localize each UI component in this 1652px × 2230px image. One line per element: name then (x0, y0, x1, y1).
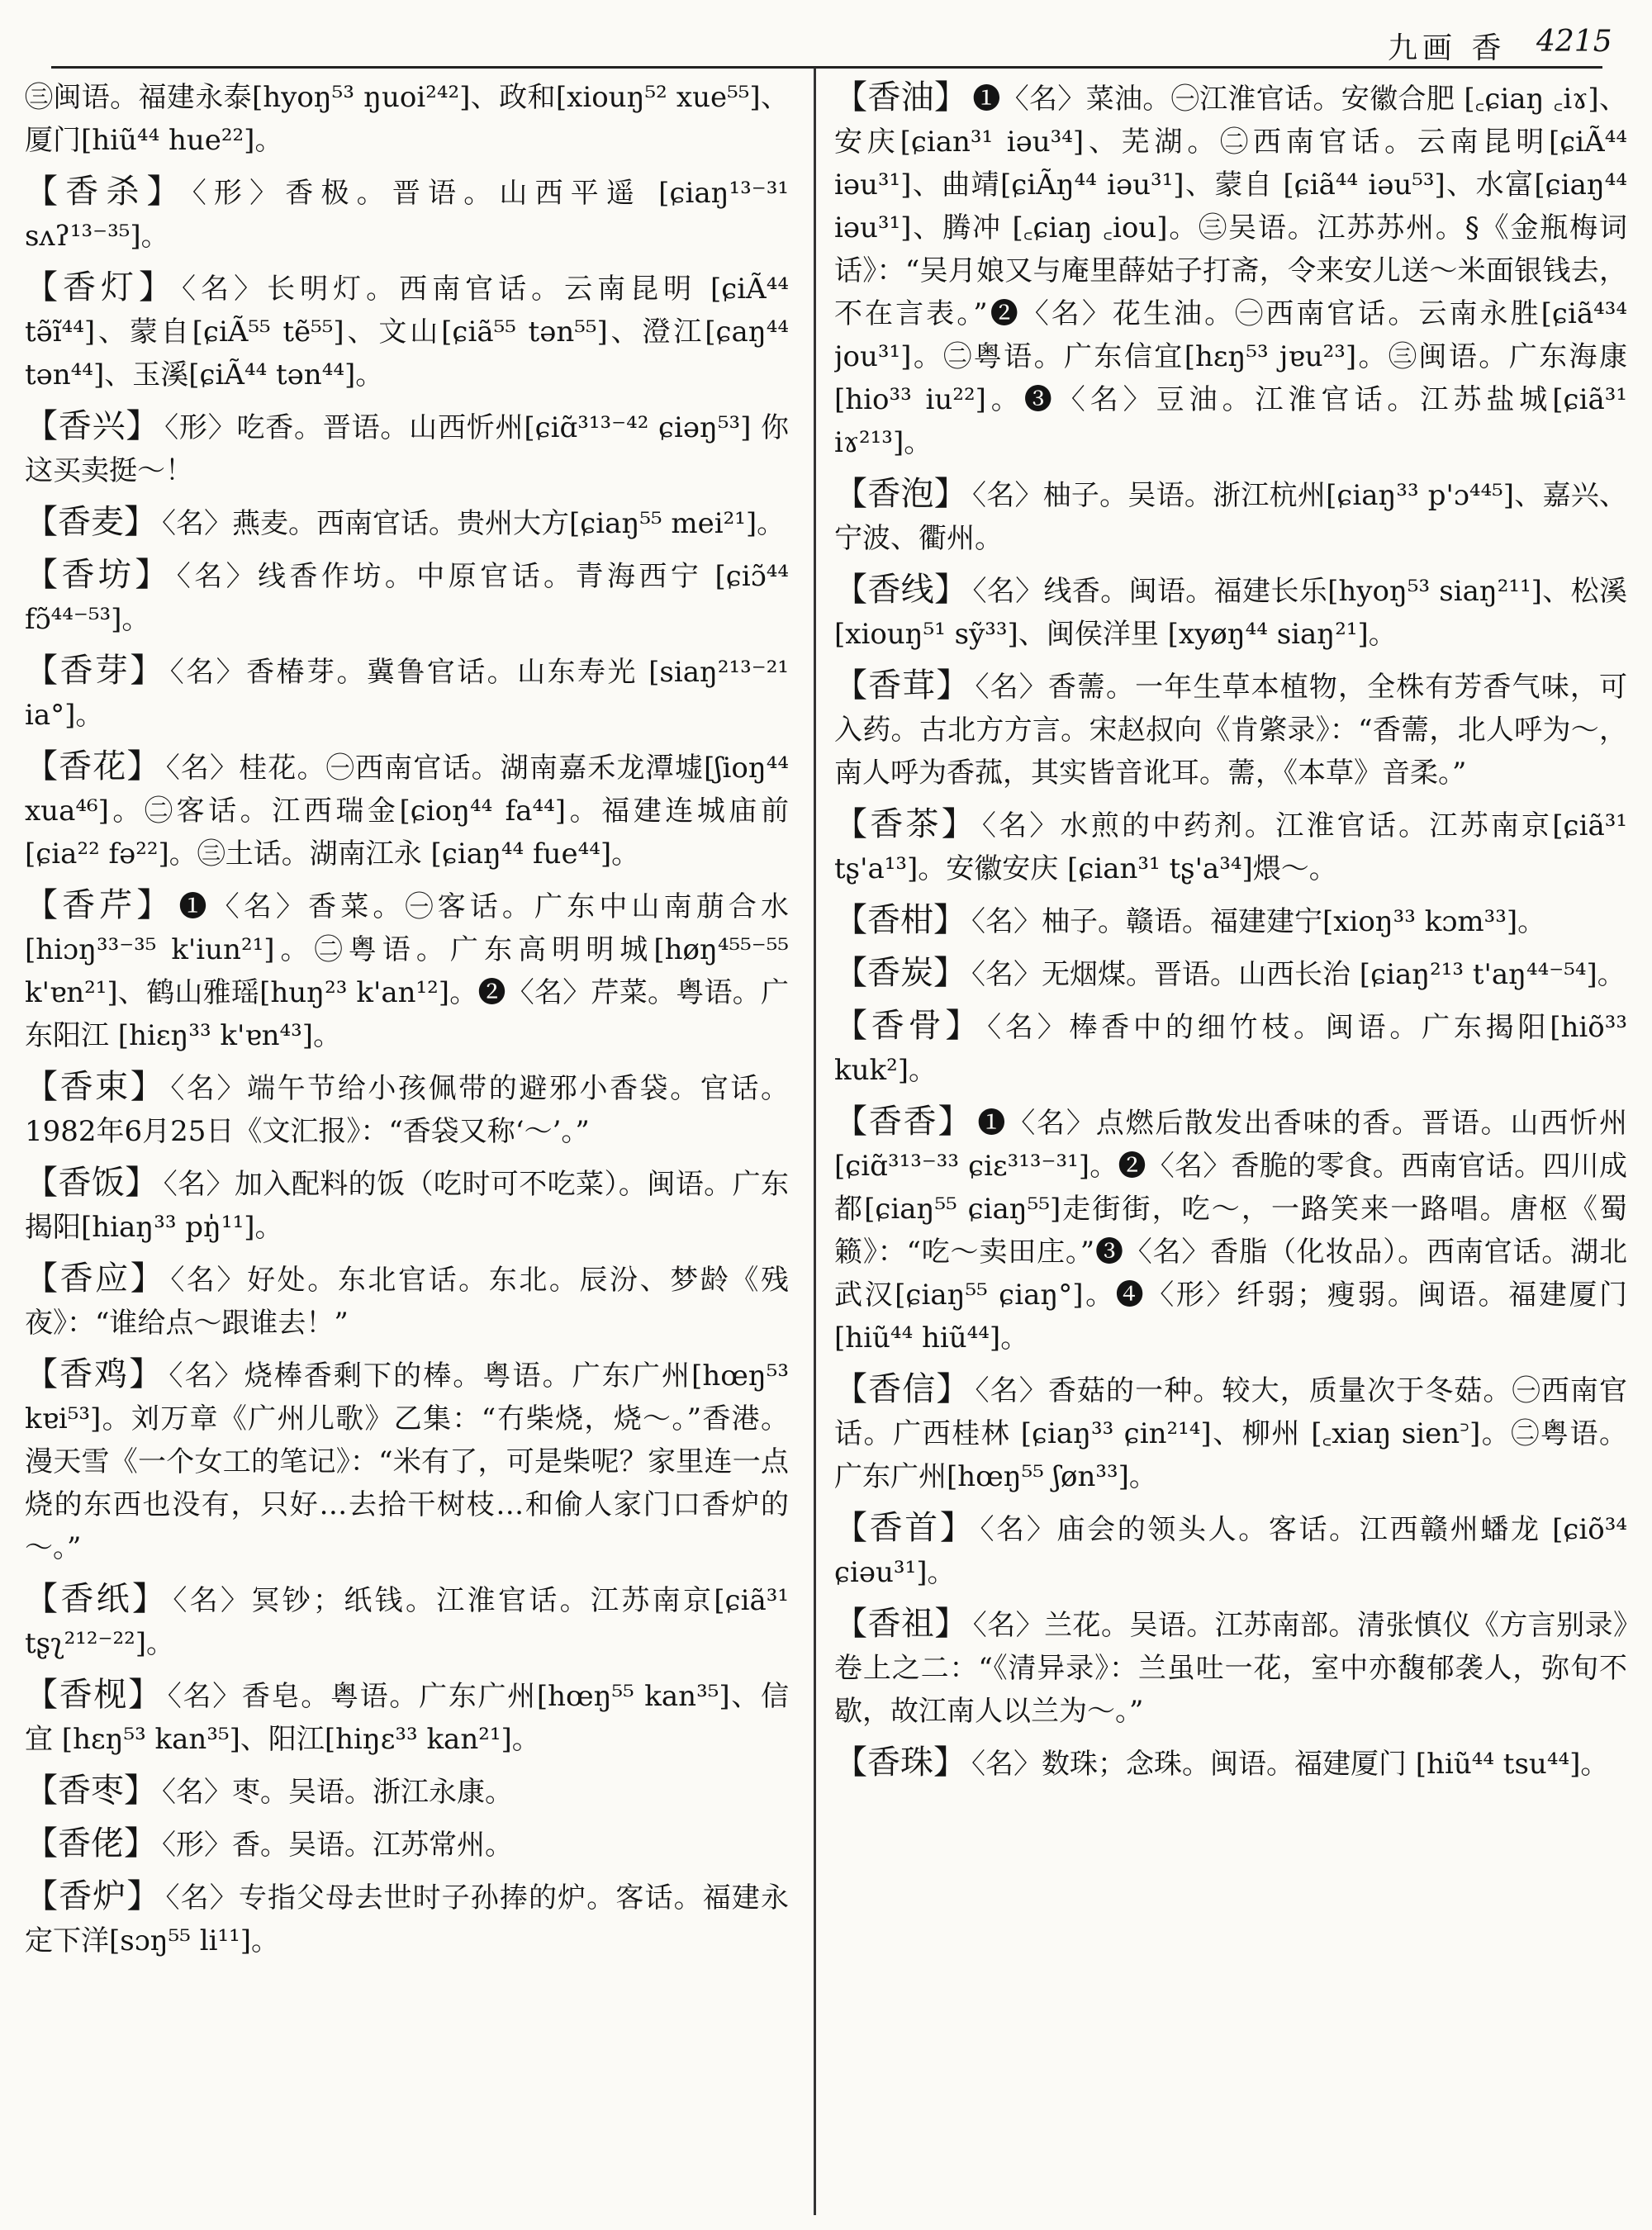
entry-definition: 〈名〉香薷。一年生草本植物，全株有芳香气味，可入药。古北方方言。宋赵叔向《肯綮录》：“香薷，北人呼为～，南人呼为香菰，其实皆音讹耳。薷，《本草》音柔。” (834, 671, 1627, 790)
dictionary-entry (834, 1602, 1627, 1733)
page-header (50, 15, 1612, 68)
entry-headword: 【香应】 (25, 1260, 166, 1298)
entry-definition: ❶〈名〉香菜。㊀客话。广东中山南萠合水 [hiɔŋ³³⁻³⁵ k'iun²¹]。㊁粤语。广东高明明城[høŋ⁴⁵⁵⁻⁵⁵ k'ɐn²¹]、鹤山雅瑶[huŋ²³ k'an¹²]。❷〈名〉芹菜。粤语。广东阳江 [hiɛŋ³³ k'ɐn⁴³]。 (25, 890, 789, 1052)
entry-definition: 〈名〉专指父母去世时子孙捧的炉。客话。福建永定下洋[sɔŋ⁵⁵ li¹¹]。 (25, 1881, 789, 1957)
entry-headword: 【香饭】 (25, 1164, 159, 1202)
entry-headword: 【香油】 (834, 78, 968, 116)
entry-definition: 〈名〉水煎的中药剂。江淮官话。江苏南京[ɕiã³¹ tʂ'a¹³]。安徽安庆 [ɕian³¹ tʂ'a³⁴]煨～。 (834, 809, 1627, 885)
dictionary-entry (25, 1875, 789, 1962)
dictionary-entry (834, 1368, 1627, 1498)
entry-headword: 【香线】 (834, 571, 968, 609)
dictionary-entry (834, 803, 1627, 890)
entry-definition: 〈名〉加入配料的饭（吃时可不吃菜）。闽语。广东揭阳[hiaŋ³³ pŋ̍¹¹]。 (25, 1168, 789, 1244)
dictionary-entry (25, 1353, 789, 1569)
entry-definition: 〈名〉香皂。粤语。广东广州[hœŋ⁵⁵ kan³⁵]、信宜 [hɛŋ⁵³ kan³⁵]、阳江[hiŋɛ³³ kan²¹]。 (25, 1680, 789, 1756)
dictionary-entry (25, 170, 789, 258)
dictionary-entry (834, 899, 1627, 943)
entry-definition: ❶〈名〉点燃后散发出香味的香。晋语。山西忻州[ɕiɑ̃³¹³⁻³³ ɕiɛ³¹³⁻³¹]。❷〈名〉香脆的零食。西南官话。四川成都[ɕiaŋ⁵⁵ ɕiaŋ⁵⁵]走街街，吃～，一路笑来一路唱。唐枢《蜀籁》：“吃～卖田庄。”❸〈名〉香脂（化妆品）。西南官话。湖北武汉[ɕiaŋ⁵⁵ ɕiaŋ°]。❹〈形〉纤弱；瘦弱。闽语。福建厦门 [hiũ⁴⁴ hiũ⁴⁴]。 (834, 1107, 1627, 1355)
entry-definition: 〈形〉香极。晋语。山西平遥 [ɕiaŋ¹³⁻³¹ sʌʔ¹³⁻³⁵]。 (25, 177, 789, 253)
dictionary-entry (834, 951, 1627, 996)
entry-definition: 〈名〉数珠；念珠。闽语。福建厦门 [hiũ⁴⁴ tsu⁴⁴]。 (971, 1748, 1609, 1781)
dictionary-entry (834, 1100, 1627, 1359)
entry-headword: 【香柑】 (834, 901, 966, 939)
dictionary-entry (834, 1004, 1627, 1092)
right-column (834, 76, 1627, 2215)
entry-headword: 【香麦】 (25, 503, 157, 541)
dictionary-entry (25, 1578, 789, 1665)
entry-headword: 【香珠】 (834, 1744, 966, 1782)
entry-definition: 〈名〉桂花。㊀西南官话。湖南嘉禾龙潭墟[ʃioŋ⁴⁴ xua⁴⁶]。㊁客话。江西瑞金[ɕioŋ⁴⁴ fa⁴⁴]。福建连城庙前 [ɕia²² fə²²]。㊂土话。湖南江永 [ɕiaŋ⁴⁴ fue⁴⁴]。 (25, 752, 789, 871)
entry-headword: 【香骨】 (834, 1007, 983, 1045)
dictionary-entry (25, 1161, 789, 1249)
entry-definition: 〈名〉无烟煤。晋语。山西长治 [ɕiaŋ²¹³ t'aŋ⁴⁴⁻⁵⁴]。 (971, 958, 1626, 991)
dictionary-entry (25, 405, 789, 492)
entry-headword: 【香芹】 (25, 886, 174, 924)
entry-definition: 〈名〉线香。闽语。福建长乐[hyoŋ⁵³ siaŋ²¹¹]、松溪[xiouŋ⁵¹ sỹ³³]、闽侯洋里 [xyøŋ⁴⁴ siaŋ²¹]。 (834, 575, 1627, 651)
entry-definition: 〈形〉吃香。晋语。山西忻州[ɕiɑ̃³¹³⁻⁴² ɕiəŋ⁵³] 你这买卖挺～！ (25, 411, 789, 487)
entry-headword: 【香束】 (25, 1068, 166, 1106)
entry-headword: 【香纸】 (25, 1580, 169, 1618)
entry-definition: ㊂闽语。福建永泰[hyoŋ⁵³ ŋuoi²⁴²]、政和[xiouŋ⁵² xue⁵⁵]、厦门[hiũ⁴⁴ hue²²]。 (25, 81, 789, 157)
dictionary-entry (834, 76, 1627, 464)
entry-headword: 【香首】 (834, 1509, 976, 1547)
entry-definition: 〈名〉枣。吴语。浙江永康。 (162, 1776, 513, 1809)
entry-definition: 〈名〉柚子。吴语。浙江杭州[ɕiaŋ³³ p'ɔ⁴⁴⁵]、嘉兴、宁波、衢州。 (834, 479, 1627, 555)
dictionary-entry (25, 1822, 789, 1867)
entry-definition: 〈形〉香。吴语。江苏常州。 (162, 1829, 513, 1862)
entry-headword: 【香鸡】 (25, 1355, 164, 1393)
entry-definition: 〈名〉冥钞；纸钱。江淮官话。江苏南京[ɕiã³¹ tʂʅ²¹²⁻²²]。 (25, 1584, 789, 1660)
entry-definition: 〈名〉长明灯。西南官话。云南昆明 [ɕiÃ⁴⁴ tə̃ĩ⁴⁴]、蒙自[ɕiÃ⁵⁵ tẽ⁵⁵]、文山[ɕiã⁵⁵ tən⁵⁵]、澄江[ɕaŋ⁴⁴ tən⁴⁴]、玉溪[ɕiÃ⁴⁴ tən⁴⁴]。 (25, 273, 789, 391)
dictionary-entry (834, 472, 1627, 560)
entry-definition: 〈名〉好处。东北官话。东北。辰汾、梦龄《残夜》：“谁给点～跟谁去！” (25, 1264, 789, 1340)
entry-headword: 【香香】 (834, 1103, 973, 1141)
entry-headword: 【香兴】 (25, 407, 160, 445)
dictionary-entry (25, 76, 789, 162)
entry-headword: 【香泡】 (834, 475, 967, 513)
entry-headword: 【香信】 (834, 1370, 971, 1408)
dictionary-entry (25, 1769, 789, 1814)
dictionary-entry (834, 664, 1627, 795)
chapter-label: 九画 香 (1388, 31, 1507, 65)
entry-headword: 【香杀】 (25, 173, 188, 211)
entry-definition: 〈名〉庙会的领头人。客话。江西赣州蟠龙 [ɕiõ³⁴ ɕiəu³¹]。 (834, 1513, 1627, 1589)
entry-definition: 〈名〉线香作坊。中原官话。青海西宁 [ɕiɔ̃⁴⁴ fɔ̃⁴⁴⁻⁵³]。 (25, 560, 789, 636)
entry-headword: 【香茶】 (834, 805, 977, 843)
entry-headword: 【香枧】 (25, 1676, 163, 1714)
entry-headword: 【香灯】 (25, 268, 178, 306)
column-divider (814, 68, 816, 2215)
entry-headword: 【香炉】 (25, 1877, 161, 1915)
dictionary-entry (25, 1065, 789, 1153)
dictionary-entry (25, 884, 789, 1057)
entry-definition: 〈名〉香菇的一种。较大，质量次于冬菇。㊀西南官话。广西桂林 [ɕiaŋ³³ ɕin²¹⁴]、柳州 [꜀xiaŋ sien꜄]。㊁粤语。广东广州[hœŋ⁵⁵ ʃøn³³]。 (834, 1374, 1627, 1493)
entry-definition: 〈名〉香椿芽。冀鲁官话。山东寿光 [siaŋ²¹³⁻²¹ ia°]。 (25, 656, 789, 732)
entry-headword: 【香炭】 (834, 954, 966, 992)
dictionary-entry (25, 1257, 789, 1345)
entry-headword: 【香茸】 (834, 667, 971, 705)
entry-headword: 【香花】 (25, 747, 161, 785)
entry-headword: 【香祖】 (834, 1605, 968, 1643)
entry-definition: 〈名〉兰花。吴语。江苏南部。清张慎仪《方言别录》卷上之二：“《清异录》：兰虽吐一花，室中亦馥郁袭人，弥旬不歇，故江南人以兰为～。” (834, 1609, 1627, 1728)
dictionary-entry (834, 568, 1627, 656)
left-column (25, 76, 789, 2215)
entry-headword: 【香芽】 (25, 652, 165, 690)
entry-definition: 〈名〉柚子。赣语。福建建宁[xioŋ³³ kɔm³³]。 (971, 905, 1546, 938)
dictionary-entry (25, 501, 789, 545)
entry-definition: 〈名〉烧棒香剩下的棒。粤语。广东广州[hœŋ⁵³ kɐi⁵³]。刘万章《广州儿歌》乙集：“冇柴烧，烧～。”香港。漫天雪《一个女工的笔记》：“米有了，可是柴呢？家里连一点烧的东西也没有，只好…去拾干树枝…和偷人家门口香炉的～。” (25, 1359, 789, 1564)
dictionary-entry (25, 1673, 789, 1761)
entry-definition: 〈名〉棒香中的细竹枝。闽语。广东揭阳[hiõ³³ kuk²]。 (834, 1011, 1627, 1087)
entry-headword: 【香枣】 (25, 1772, 157, 1810)
entry-headword: 【香佬】 (25, 1824, 157, 1862)
dictionary-entry (25, 745, 789, 875)
header-rule (51, 66, 1602, 69)
page-number: 4215 (1536, 25, 1612, 59)
entry-definition: ❶〈名〉菜油。㊀江淮官话。安徽合肥 [꜀ɕiaŋ ꜀iɤ]、安庆[ɕian³¹ iəu³⁴]、芜湖。㊁西南官话。云南昆明[ɕiÃ⁴⁴ iəu³¹]、曲靖[ɕiÃŋ⁴⁴ iəu³¹]、蒙自 [ɕiã⁴⁴ iəu⁵³]、水富[ɕiaŋ⁴⁴ iəu³¹]、腾冲 [꜀ɕiaŋ ꜀iou]。㊂吴语。江苏苏州。§《金瓶梅词话》：“吴月娘又与庵里薛姑子打斋，令来安儿送～米面银钱去，不在言表。”❷〈名〉花生油。㊀西南官话。云南永胜[ɕiã⁴³⁴ jou³¹]。㊁粤语。广东信宜[hɛŋ⁵³ jɐu²³]。㊂闽语。广东海康[hio³³ iu²²]。❸〈名〉豆油。江淮官话。江苏盐城[ɕiã³¹ iɤ²¹³]。 (834, 83, 1627, 459)
dictionary-entry (25, 649, 789, 737)
dictionary-entry (834, 1506, 1627, 1594)
dictionary-entry (834, 1741, 1627, 1786)
dictionary-entry (25, 553, 789, 641)
entry-definition: 〈名〉燕麦。西南官话。贵州大方[ɕiaŋ⁵⁵ mei²¹]。 (162, 507, 786, 540)
entry-definition: 〈名〉端午节给小孩佩带的避邪小香袋。官话。1982年6月25日《文汇报》：“香袋又称‘～’。” (25, 1072, 789, 1148)
dictionary-entry (25, 266, 789, 396)
entry-headword: 【香坊】 (25, 556, 172, 594)
